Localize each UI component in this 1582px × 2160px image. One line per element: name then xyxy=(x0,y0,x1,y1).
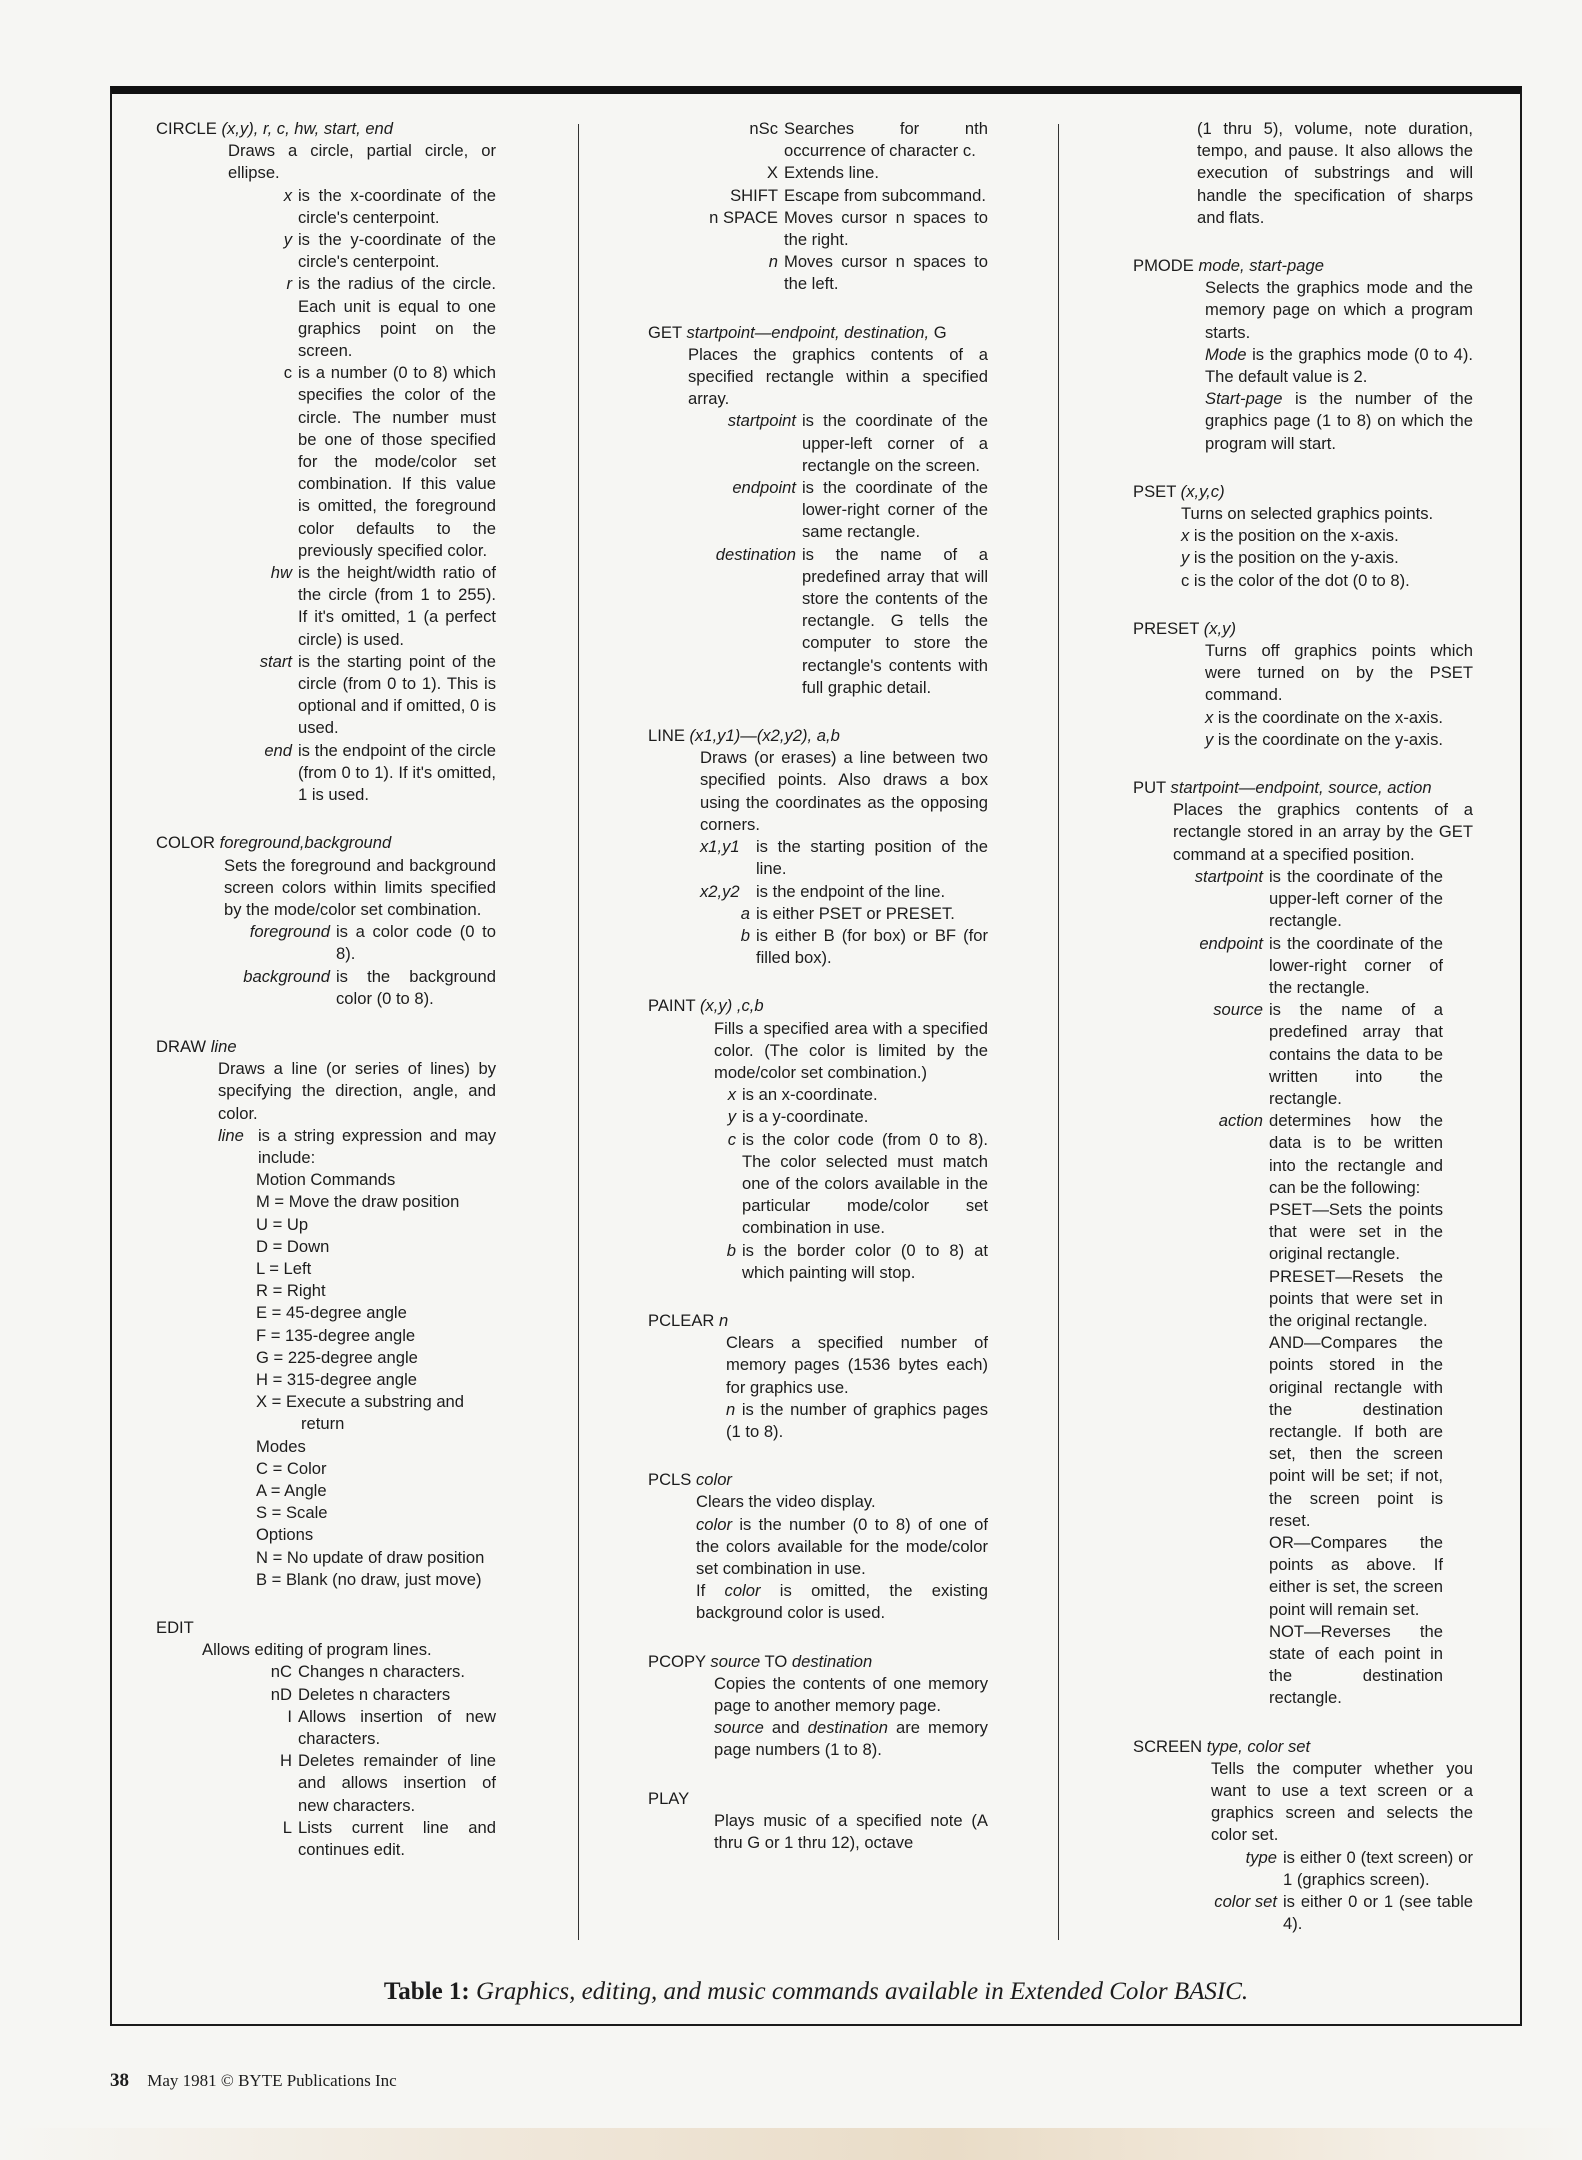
motion-item: F = 135-degree angle xyxy=(256,1325,416,1345)
column-2 xyxy=(648,118,988,1876)
param: color is the number (0 to 8) of one of the colors available for the mode/color set combination in use. xyxy=(696,1514,988,1578)
param: type is either 0 (text screen) or 1 (graphics screen). xyxy=(1245,1847,1473,1889)
action-item: PSET—Sets the points that were set in the original rectangle. xyxy=(1269,1199,1443,1264)
publication-line: May 1981 © BYTE Publications Inc xyxy=(147,2071,397,2090)
param: If color is omitted, the existing background color is used. xyxy=(696,1581,988,1623)
param: y is a y-coordinate. xyxy=(727,1107,869,1127)
cmd-args: n xyxy=(719,1310,729,1330)
entry-pcopy: PCOPY source TO destination Copies the contents of one memory page to another memory page. source and destination are memory page numbers (1 to 8). xyxy=(648,1651,988,1762)
entry-edit-continued xyxy=(648,118,988,296)
param: source is the name of a predefined array that contains the data to be written into the rectangle. xyxy=(1213,1000,1443,1108)
param: x is the x-coordinate of the circle's centerpoint. xyxy=(283,185,496,227)
cmd-description: Clears the video display. xyxy=(696,1492,876,1512)
param: n SPACE Moves cursor n spaces to the right. xyxy=(709,207,988,250)
param-list xyxy=(1133,1847,1473,1936)
cmd-args: line xyxy=(210,1036,237,1056)
cmd-name: CIRCLE xyxy=(156,119,217,138)
param: x1,y1 is the starting position of the line. xyxy=(700,837,988,879)
param: nD Deletes n characters xyxy=(270,1684,451,1704)
caption-label: Table 1: xyxy=(383,1978,470,2005)
action-item: PRESET—Resets the points that were set in the original rectangle. xyxy=(1269,1266,1443,1330)
cmd-name: PRESET xyxy=(1133,618,1200,638)
cmd-args: startpoint—endpoint, destination, xyxy=(686,322,930,342)
cmd-description: Places the graphics contents of a specified rectangle within a specified array. xyxy=(688,344,988,409)
param: y is the position on the y-axis. xyxy=(1181,548,1399,568)
cmd-description: Draws a circle, partial circle, or ellipse. xyxy=(228,141,496,183)
motion-item: L = Left xyxy=(256,1258,312,1278)
option-item: B = Blank (no draw, just move) xyxy=(256,1569,482,1589)
param: b is either B (for box) or BF (for filled box). xyxy=(740,925,988,968)
cmd-name: GET xyxy=(648,322,682,342)
cmd-description: Selects the graphics mode and the memory page on which a program starts. xyxy=(1205,278,1473,342)
column-3 xyxy=(1133,118,1473,1957)
param: x is the coordinate on the x-axis. xyxy=(1205,707,1443,727)
motion-item: R = Right xyxy=(256,1281,326,1301)
entry-paint xyxy=(648,995,988,1284)
cmd-description: Turns off graphics points which were turned on by the PSET command. xyxy=(1205,641,1473,705)
cmd-description: Places the graphics contents of a rectangle stored in an array by the GET command at a specified position. xyxy=(1173,800,1473,864)
entry-put xyxy=(1133,777,1473,1710)
modes-heading: Modes xyxy=(256,1436,306,1456)
motion-item: D = Down xyxy=(256,1236,330,1256)
cmd-args: foreground,background xyxy=(219,833,392,853)
param: c is the color of the dot (0 to 8). xyxy=(1181,570,1410,590)
entry-pmode xyxy=(1133,255,1473,455)
param: c is the color code (from 0 to 8). The color selected must match one of the colors available in the particular mode/color set combination in use. xyxy=(727,1129,988,1238)
mode-item: A = Angle xyxy=(256,1480,327,1500)
param: destination is the name of a predefined array that will store the contents of the rectangle. G tells the computer to store the rectangle's contents with full graphic detail. xyxy=(715,544,988,697)
action-item: AND—Compares the points stored in the original rectangle with the destination rectangle. If both are set, then the screen point will be set; if not, the screen point is reset. xyxy=(1269,1333,1443,1530)
options-heading: Options xyxy=(256,1525,314,1545)
param: I Allows insertion of new characters. xyxy=(287,1706,496,1749)
cmd-description: Allows editing of program lines. xyxy=(202,1640,432,1660)
param: a is either PSET or PRESET. xyxy=(740,903,955,923)
option-item: N = No update of draw position xyxy=(256,1547,485,1567)
param: x is the position on the x-axis. xyxy=(1181,526,1399,546)
entry-color xyxy=(156,832,496,1010)
motion-item: X = Execute a substring and return xyxy=(256,1392,465,1434)
param-list xyxy=(156,1661,496,1861)
param: startpoint is the coordinate of the upper-left corner of the rectangle. xyxy=(1194,866,1443,931)
param: n Moves cursor n spaces to the left. xyxy=(768,252,988,294)
entry-get xyxy=(648,322,988,699)
param: r is the radius of the circle. Each unit is equal to one graphics point on the screen. xyxy=(286,274,496,361)
entry-line xyxy=(648,725,988,969)
cmd-description: Turns on selected graphics points. xyxy=(1181,504,1434,524)
param: Start-page is the number of the graphics page (1 to 8) on which the program will start. xyxy=(1205,389,1473,453)
cmd-args: (x1,y1)—(x2,y2), a,b xyxy=(689,726,840,746)
draw-subcommands xyxy=(156,1169,496,1591)
param: y is the coordinate on the y-axis. xyxy=(1205,729,1443,749)
param-list xyxy=(156,921,496,1010)
cmd-description: Tells the computer whether you want to use a text screen or a graphics screen and selects the color set. xyxy=(1211,1758,1473,1845)
scan-edge xyxy=(0,2128,1582,2160)
param: start is the starting point of the circle (from 0 to 1). This is optional and if omitted, 0 is used. xyxy=(259,651,496,738)
param: x is an x-coordinate. xyxy=(727,1085,878,1105)
entry-pclear xyxy=(648,1310,988,1443)
action-list xyxy=(1153,1199,1473,1710)
entry-pcls xyxy=(648,1469,988,1624)
cmd-description: Fills a specified area with a specified color. (The color is limited by the mode/color set combination.) xyxy=(714,1018,988,1082)
param-list xyxy=(1133,866,1473,1710)
table-caption xyxy=(110,1978,1522,2006)
column-divider-2 xyxy=(1058,124,1059,1940)
param-list xyxy=(648,836,988,969)
cmd-args: (x,y) xyxy=(1203,618,1236,638)
cmd-description: Clears a specified number of memory pages (1536 bytes each) for graphics use. xyxy=(726,1333,988,1397)
entry-draw xyxy=(156,1036,496,1591)
cmd-args: color xyxy=(695,1470,732,1490)
cmd-description: Sets the foreground and background screen colors within limits specified by the mode/color set combination. xyxy=(224,855,496,919)
cmd-name: DRAW xyxy=(156,1036,207,1056)
param: L Lists current line and continues edit. xyxy=(282,1817,496,1860)
page-footer xyxy=(110,2070,397,2092)
param: Mode is the graphics mode (0 to 4). The default value is 2. xyxy=(1205,344,1473,387)
param: H Deletes remainder of line and allows insertion of new characters. xyxy=(280,1751,496,1815)
entry-edit xyxy=(156,1617,496,1861)
cmd-name: PCOPY xyxy=(648,1651,706,1671)
param: hw is the height/width ratio of the circle (from 1 to 255). If it's omitted, 1 (a perfect circle) is used. xyxy=(270,563,496,649)
motion-item: U = Up xyxy=(256,1214,309,1234)
cmd-args: (x,y), r, c, hw, start, end xyxy=(221,119,394,138)
cmd-name: EDIT xyxy=(156,1618,194,1637)
cmd-name: SCREEN xyxy=(1133,1736,1203,1756)
param: foreground is a color code (0 to 8). xyxy=(249,922,496,964)
cmd-description: Draws a line (or series of lines) by specifying the direction, angle, and color. xyxy=(218,1059,496,1123)
cmd-args: type, color set xyxy=(1206,1736,1311,1756)
param: action determines how the data is to be written into the rectangle and can be the following: xyxy=(1218,1111,1443,1197)
action-item: NOT—Reverses the state of each point in the destination rectangle. xyxy=(1269,1621,1443,1708)
param: source and destination are memory page numbers (1 to 8). xyxy=(714,1718,988,1760)
param: X Extends line. xyxy=(766,163,880,183)
cmd-description: Draws (or erases) a line between two specified points. Also draws a box using the coordinates as the opposing corners. xyxy=(700,748,988,834)
entry-preset xyxy=(1133,618,1473,751)
entry-pset xyxy=(1133,481,1473,592)
cmd-description: Plays music of a specified note (A thru G or 1 thru 12), octave xyxy=(714,1810,988,1853)
motion-item: G = 225-degree angle xyxy=(256,1347,418,1367)
param: b is the border color (0 to 8) at which painting will stop. xyxy=(726,1240,988,1282)
param: startpoint is the coordinate of the upper-left corner of a rectangle on the screen. xyxy=(727,411,988,475)
param: background is the background color (0 to 8). xyxy=(243,966,496,1008)
cmd-args: mode, start-page xyxy=(1198,256,1324,276)
cmd-name: PUT xyxy=(1133,778,1166,798)
action-item: OR—Compares the points as above. If either is set, the screen point will remain set. xyxy=(1269,1532,1443,1619)
page-number: 38 xyxy=(110,2070,129,2091)
caption-text: Graphics, editing, and music commands available in Extended Color BASIC. xyxy=(476,1978,1249,2005)
entry-circle xyxy=(156,118,496,806)
column-1 xyxy=(156,118,496,1883)
param: x2,y2 is the endpoint of the line. xyxy=(700,881,946,901)
column-divider-1 xyxy=(578,124,579,1940)
motion-item: E = 45-degree angle xyxy=(256,1303,407,1323)
param: endpoint is the coordinate of the lower-right corner of the same rectangle. xyxy=(732,478,988,542)
cmd-name: PCLEAR xyxy=(648,1310,715,1330)
param: n is the number of graphics pages (1 to 8). xyxy=(726,1399,988,1441)
param-list xyxy=(648,410,988,699)
param: end is the endpoint of the circle (from 0 to 1). If it's omitted, 1 is used. xyxy=(264,740,496,805)
cmd-name: LINE xyxy=(648,726,685,746)
param-list xyxy=(648,1084,988,1284)
param: color set is either 0 or 1 (see table 4). xyxy=(1214,1892,1473,1934)
param: nSc Searches for nth occurrence of character c. xyxy=(749,119,988,161)
cmd-name: PLAY xyxy=(648,1788,690,1808)
cmd-args-g: G xyxy=(933,322,947,342)
param: line is a string expression and may include: xyxy=(218,1125,496,1167)
cmd-args: (x,y) ,c,b xyxy=(699,996,764,1016)
motion-item: M = Move the draw position xyxy=(256,1192,460,1212)
entry-screen xyxy=(1133,1736,1473,1936)
entry-play-continued: (1 thru 5), volume, note duration, tempo, and pause. It also allows the execution of substrings and will handle the specification of sharps and flats. xyxy=(1197,119,1473,227)
entry-play xyxy=(648,1788,988,1855)
param: endpoint is the coordinate of the lower-right corner of the rectangle. xyxy=(1199,933,1443,997)
cmd-description: Copies the contents of one memory page to another memory page. xyxy=(714,1673,988,1715)
cmd-args: startpoint—endpoint, source, action xyxy=(1170,778,1432,798)
cmd-name: PSET xyxy=(1133,481,1177,501)
cmd-name: PAINT xyxy=(648,996,696,1016)
mode-item: S = Scale xyxy=(256,1503,328,1523)
cmd-name: PCLS xyxy=(648,1470,692,1490)
param: c is a number (0 to 8) which specifies the color of the circle. The number must be one of those specified for the mode/color set combination. If this value is omitted, the foreground color defaults to the previously specified color. xyxy=(283,363,496,560)
cmd-args: (x,y,c) xyxy=(1180,481,1225,501)
param: y is the y-coordinate of the circle's centerpoint. xyxy=(283,230,496,272)
param-list xyxy=(156,185,496,807)
cmd-name: PMODE xyxy=(1133,256,1194,276)
cmd-name: COLOR xyxy=(156,833,216,853)
param: SHIFT Escape from subcommand. xyxy=(730,185,986,205)
motion-heading: Motion Commands xyxy=(256,1170,396,1190)
param: nC Changes n characters. xyxy=(270,1662,465,1682)
mode-item: C = Color xyxy=(256,1458,327,1478)
motion-item: H = 315-degree angle xyxy=(256,1369,417,1389)
